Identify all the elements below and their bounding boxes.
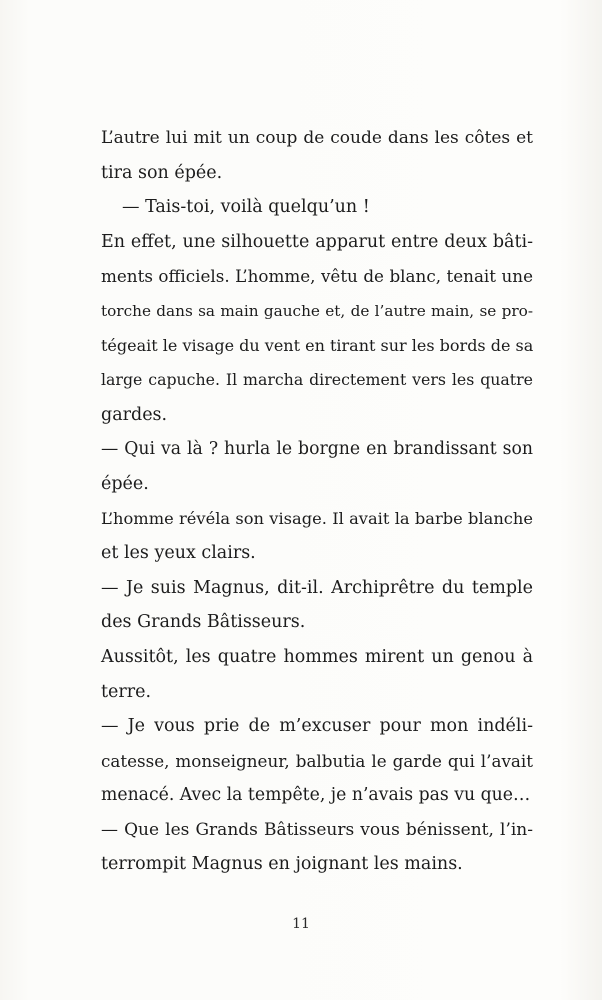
page-number: 11 bbox=[292, 916, 310, 932]
text-line: Aussitôt, les quatre hommes mirent un genou à bbox=[101, 646, 533, 667]
text-line: menacé. Avec la tempête, je n’avais pas vu que… bbox=[101, 785, 531, 806]
text-line: des Grands Bâtisseurs. bbox=[101, 612, 306, 633]
text-line: catesse, monseigneur, balbutia le garde qui l’avait bbox=[101, 750, 533, 771]
text-line: large capuche. Il marcha directement vers les quatre bbox=[101, 370, 533, 390]
dialogue-line: — Tais-toi, voilà quelqu’un ! bbox=[122, 197, 370, 218]
text-line: terre. bbox=[101, 681, 152, 702]
text-line: En effet, une silhouette apparut entre deux bâti- bbox=[101, 231, 533, 252]
text-line: et les yeux clairs. bbox=[101, 543, 256, 564]
dialogue-line: — Je vous prie de m’excuser pour mon indéli- bbox=[101, 716, 533, 737]
dialogue-line: — Je suis Magnus, dit-il. Archiprêtre du temple bbox=[101, 577, 533, 598]
text-line: ments officiels. L’homme, vêtu de blanc, tenait une bbox=[101, 266, 533, 287]
body-text bbox=[101, 121, 533, 882]
text-line: torche dans sa main gauche et, de l’autre main, se pro- bbox=[101, 301, 533, 320]
dialogue-line: — Qui va là ? hurla le borgne en brandissant son bbox=[101, 439, 533, 460]
dialogue-line: — Que les Grands Bâtisseurs vous bénissent, l’in- bbox=[101, 819, 533, 840]
text-line: L’autre lui mit un coup de coude dans les côtes et bbox=[101, 128, 533, 148]
text-line: gardes. bbox=[101, 404, 168, 425]
text-line: tégeait le visage du vent en tirant sur les bords de sa bbox=[101, 335, 534, 355]
text-line: terrompit Magnus en joignant les mains. bbox=[101, 854, 463, 875]
text-line: épée. bbox=[101, 473, 149, 494]
text-line: L’homme révéla son visage. Il avait la barbe blanche bbox=[101, 508, 533, 528]
text-line: tira son épée. bbox=[101, 162, 223, 183]
